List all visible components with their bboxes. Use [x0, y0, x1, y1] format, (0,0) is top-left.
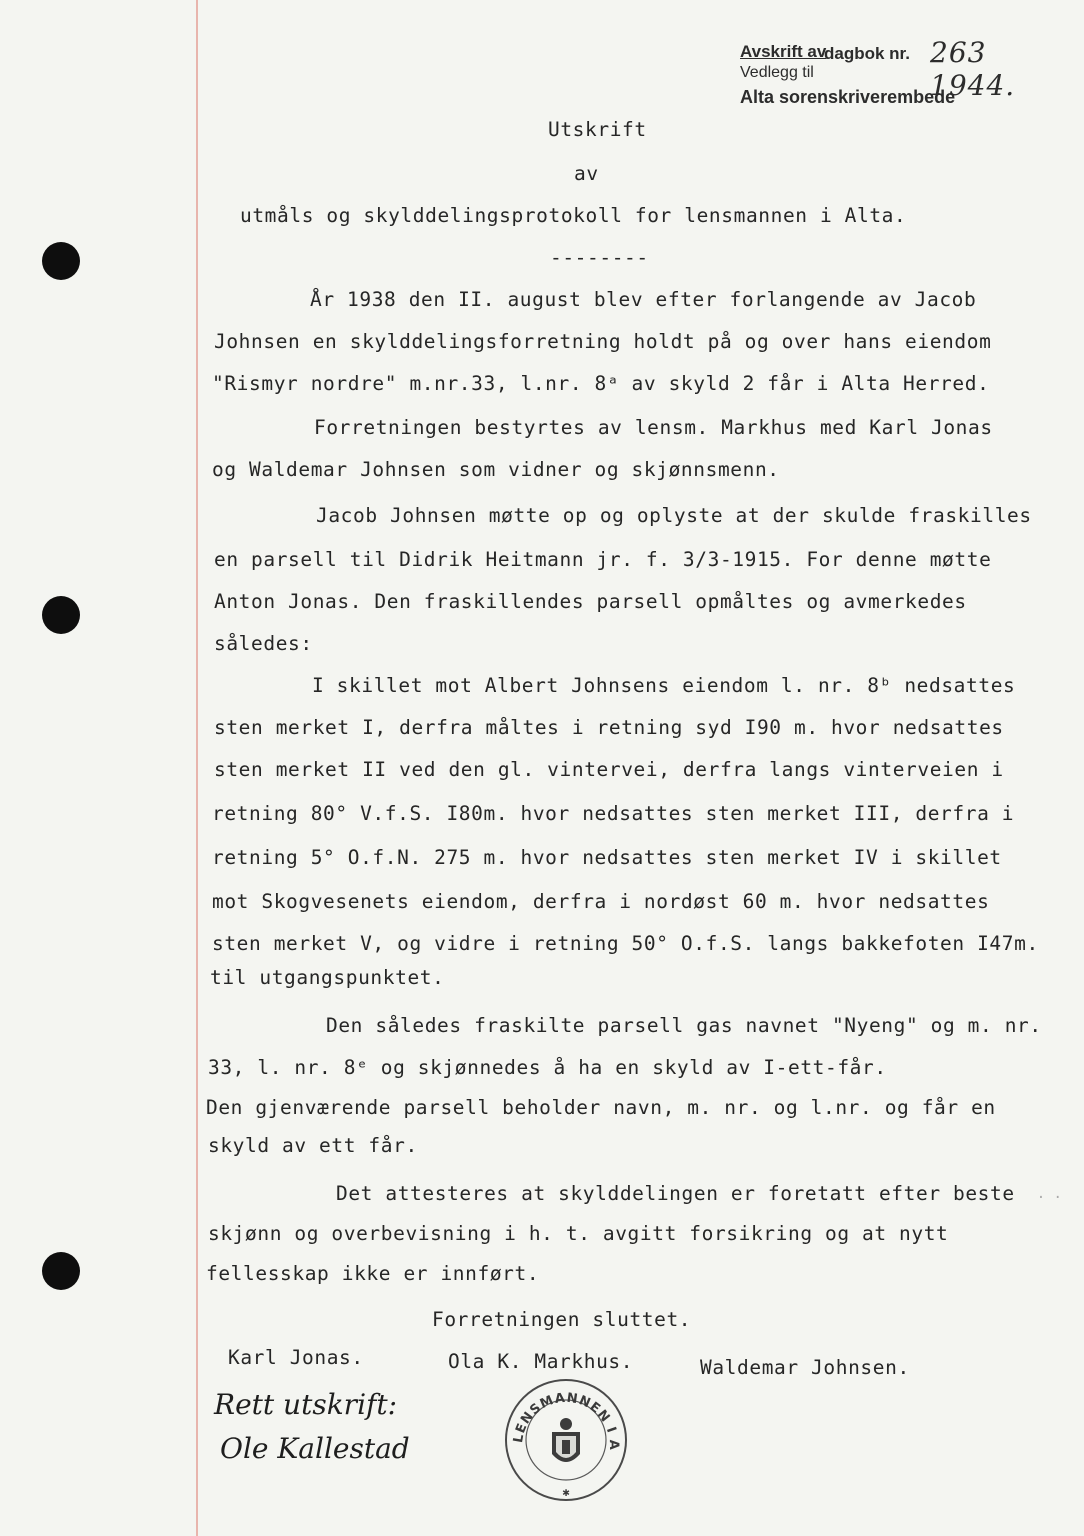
svg-text:✱: ✱	[562, 1485, 570, 1499]
body-line: 33, l. nr. 8ᵉ og skjønnedes å ha en skyld av I-ett-får.	[208, 1056, 887, 1079]
title-line2: av	[574, 162, 599, 185]
margin-marks: · ·	[1036, 1190, 1062, 1206]
signature-left: Karl Jonas.	[228, 1346, 364, 1369]
body-line: sten merket II ved den gl. vintervei, derfra langs vinterveien i	[214, 758, 1004, 781]
punch-hole-top	[42, 242, 80, 280]
margin-line	[196, 0, 198, 1536]
body-line: til utgangspunktet.	[210, 966, 445, 989]
body-line: I skillet mot Albert Johnsens eiendom l. nr. 8ᵇ nedsattes	[312, 674, 1016, 697]
body-line: Johnsen en skylddelingsforretning holdt på og over hans eiendom	[214, 330, 992, 353]
body-line: mot Skogvesenets eiendom, derfra i nordøst 60 m. hvor nedsattes	[212, 890, 990, 913]
body-line: skyld av ett får.	[208, 1134, 418, 1157]
official-seal	[502, 1376, 630, 1504]
body-line: År 1938 den II. august blev efter forlangende av Jacob	[310, 288, 977, 311]
signature-right: Waldemar Johnsen.	[700, 1356, 910, 1379]
body-line: en parsell til Didrik Heitmann jr. f. 3/3-1915. For denne møtte	[214, 548, 992, 571]
body-line: sten merket V, og vidre i retning 50° O.f.S. langs bakkefoten I47m.	[212, 932, 1039, 955]
body-line: Det attesteres at skylddelingen er foretatt efter beste	[336, 1182, 1015, 1205]
stamp-line3: Alta sorenskriverembede	[740, 87, 956, 107]
body-line: Anton Jonas. Den fraskillendes parsell opmåltes og avmerkedes	[214, 590, 967, 613]
punch-hole-middle	[42, 596, 80, 634]
body-line: retning 80° V.f.S. I80m. hvor nedsattes sten merket III, derfra i	[212, 802, 1015, 825]
header-stamp	[738, 36, 1068, 132]
title-separator: --------	[550, 246, 649, 269]
body-line: fellesskap ikke er innført.	[206, 1262, 540, 1285]
stamp-line1: Avskrift av	[740, 42, 827, 61]
signature-middle: Ola K. Markhus.	[448, 1350, 634, 1373]
stamp-line1b: dagbok nr.	[824, 44, 910, 63]
handwritten-journal-number: 263 1944.	[930, 36, 1016, 102]
body-line: retning 5° O.f.N. 275 m. hvor nedsattes sten merket IV i skillet	[212, 846, 1002, 869]
body-line: Den gjenværende parsell beholder navn, m. nr. og l.nr. og får en	[206, 1096, 996, 1119]
title-line3: utmåls og skylddelingsprotokoll for lensmannen i Alta.	[240, 204, 907, 227]
title-line1: Utskrift	[548, 118, 647, 141]
body-line: sten merket I, derfra måltes i retning syd I90 m. hvor nedsattes	[214, 716, 1004, 739]
body-line: Forretningen sluttet.	[432, 1308, 692, 1331]
body-line: således:	[214, 632, 313, 655]
body-line: "Rismyr nordre" m.nr.33, l.nr. 8ᵃ av skyld 2 får i Alta Herred.	[212, 372, 990, 395]
body-line: Jacob Johnsen møtte op og oplyste at der skulde fraskilles	[316, 504, 1032, 527]
punch-hole-bottom	[42, 1252, 80, 1290]
seal-graphic	[502, 1376, 630, 1504]
seal-text: LENSMANNEN I A	[510, 1390, 622, 1451]
handwritten-signature: Ole Kallestad	[220, 1432, 410, 1465]
body-line: og Waldemar Johnsen som vidner og skjønnsmenn.	[212, 458, 780, 481]
handwritten-attestation: Rett utskrift:	[214, 1388, 398, 1421]
body-line: skjønn og overbevisning i h. t. avgitt forsikring og at nytt	[208, 1222, 949, 1245]
stamp-line2: Vedlegg til	[740, 64, 814, 81]
body-line: Forretningen bestyrtes av lensm. Markhus med Karl Jonas	[314, 416, 993, 439]
body-line: Den således fraskilte parsell gas navnet "Nyeng" og m. nr.	[326, 1014, 1042, 1037]
